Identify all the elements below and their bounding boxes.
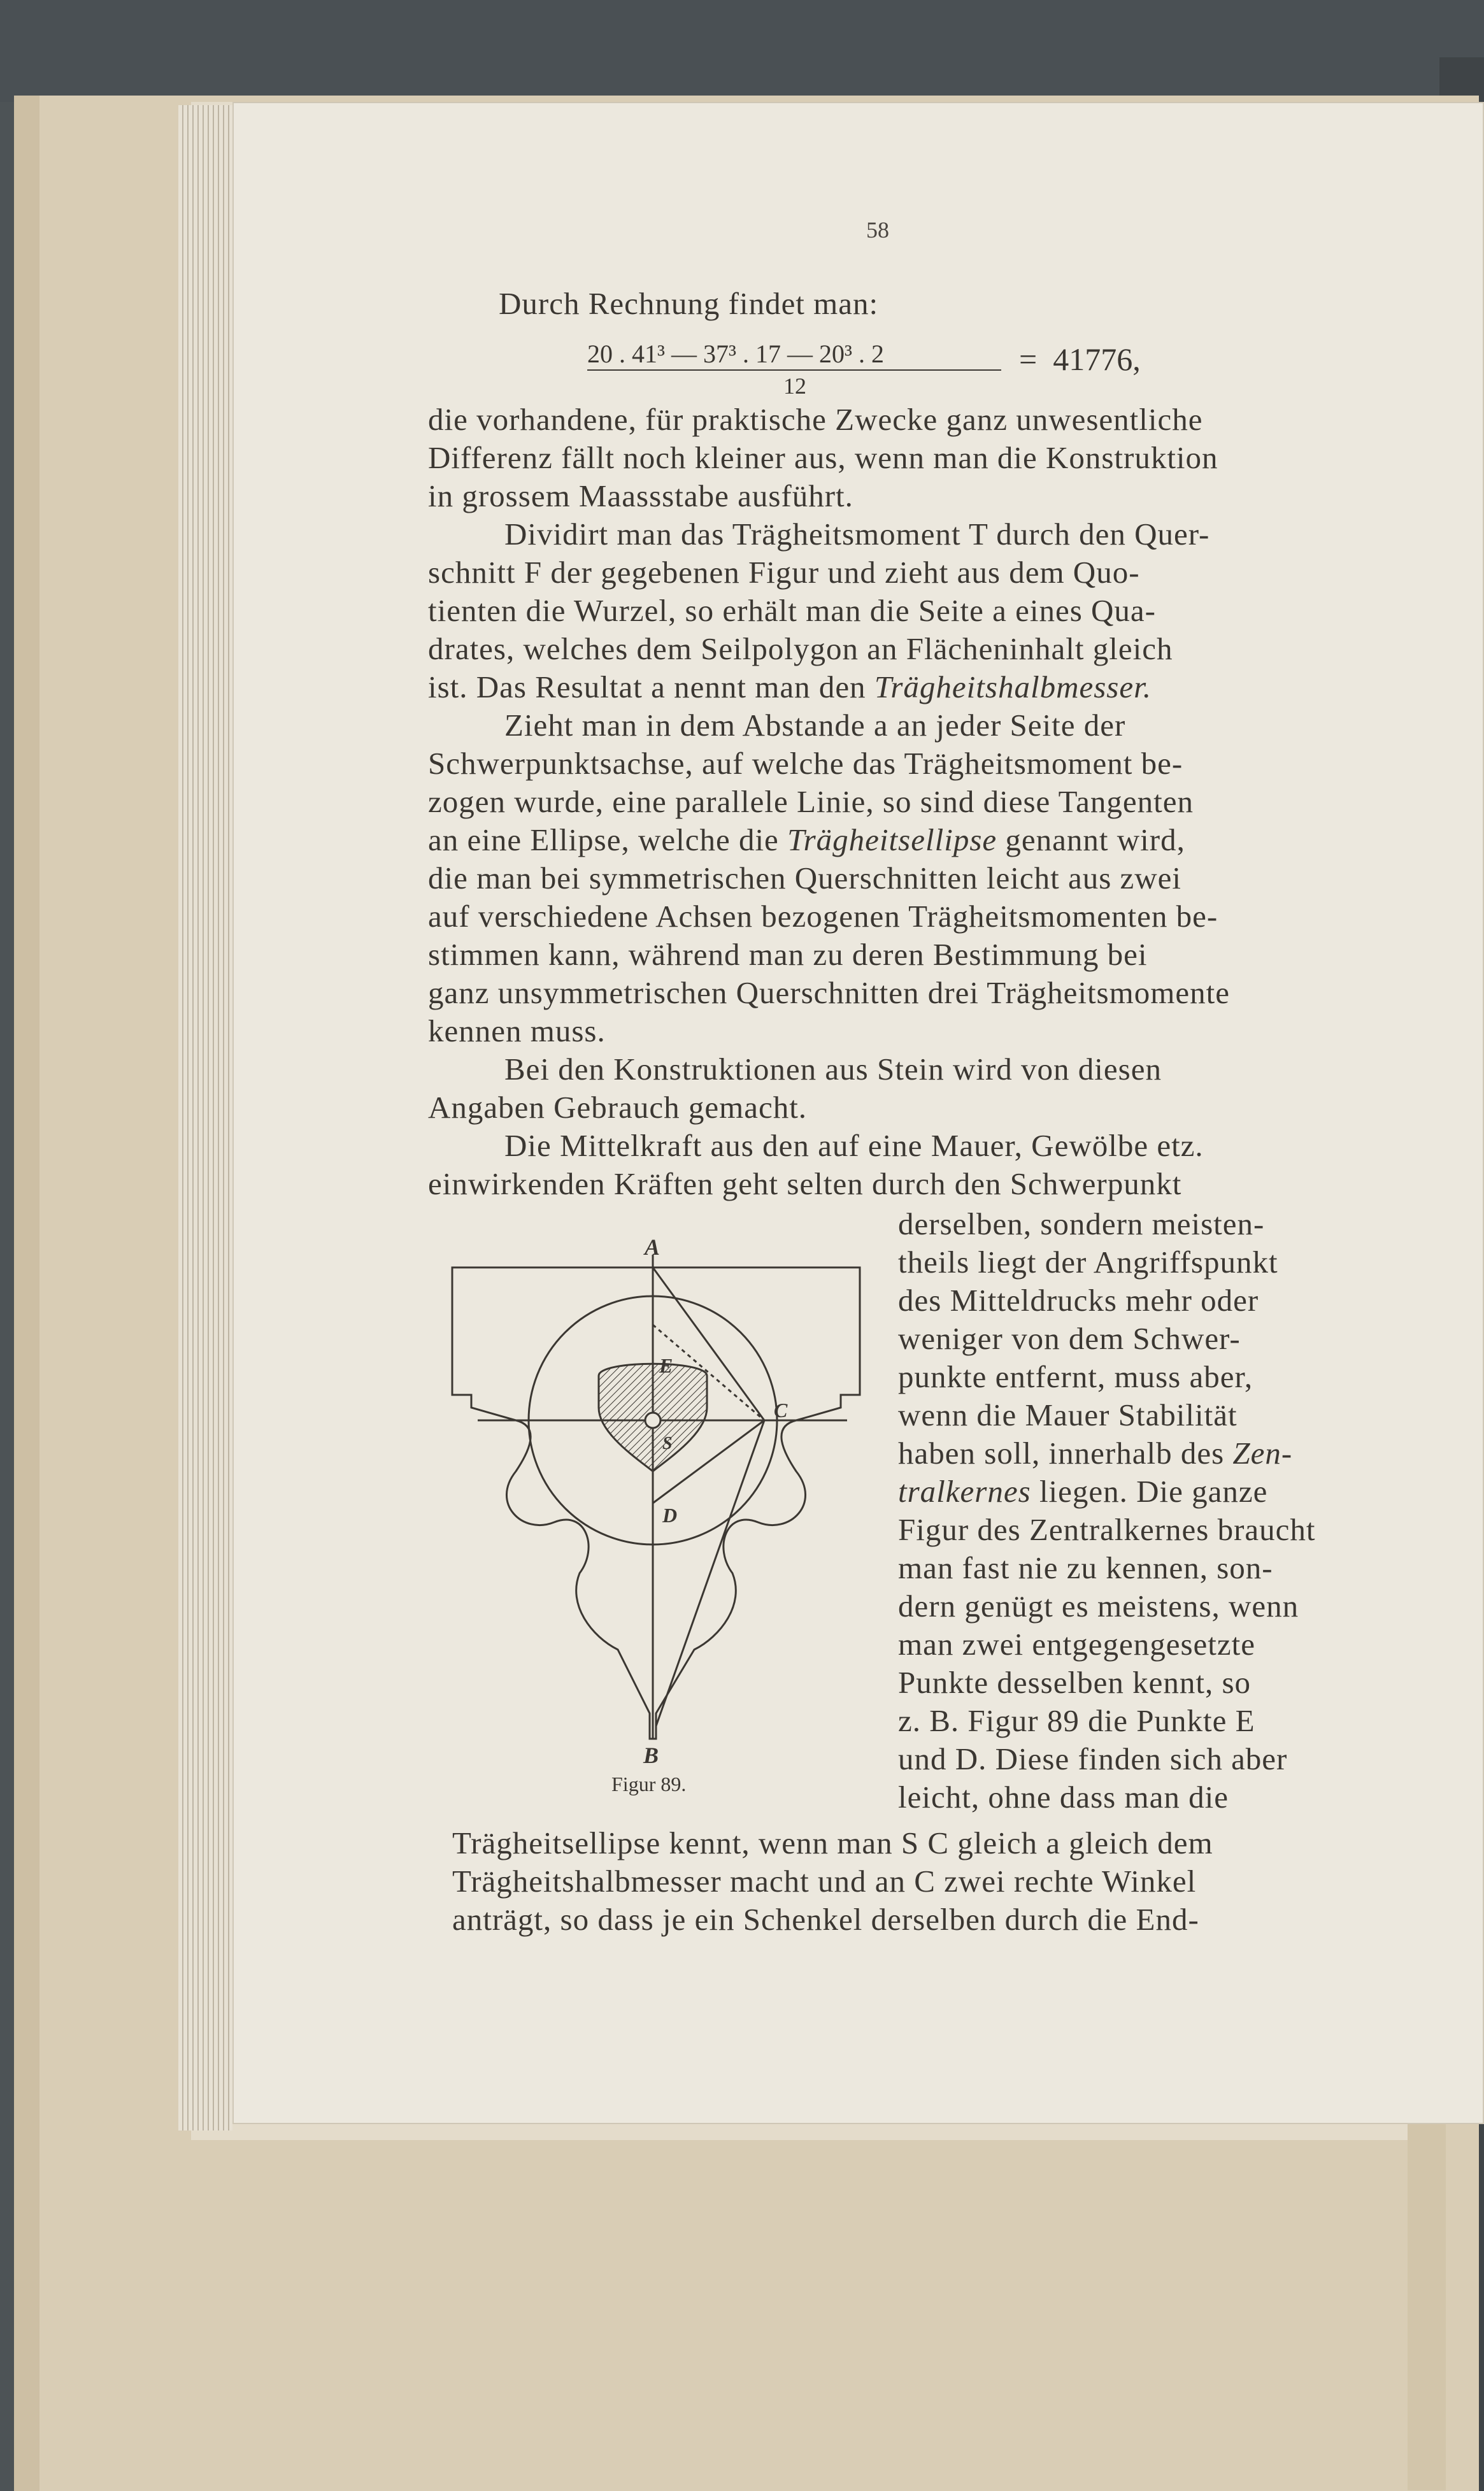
label-c: C	[774, 1399, 788, 1422]
italic-term: Trägheitshalbmesser.	[874, 669, 1152, 704]
figure-89	[439, 1229, 879, 1802]
text-line: tienten die Wurzel, so erhält man die Seite a eines Qua-	[428, 593, 1156, 628]
text-line: Bei den Konstruktionen aus Stein wird von diesen	[504, 1052, 1162, 1087]
text-segment: liegen. Die ganze	[1039, 1474, 1268, 1509]
result-value: 41776,	[1053, 341, 1141, 377]
wall-outline	[452, 1267, 860, 1739]
text-line-with-italic	[898, 1473, 1267, 1510]
text-segment: ist. Das Resultat a nennt man den	[428, 669, 866, 704]
text-line: Trägheitshalbmesser macht und an C zwei rechte Winkel	[452, 1864, 1197, 1899]
text-segment: an eine Ellipse, welche die	[428, 822, 779, 857]
text-line: punkte entfernt, muss aber,	[898, 1359, 1253, 1394]
text-line: z. B. Figur 89 die Punkte E	[898, 1703, 1255, 1738]
fraction-bar	[587, 369, 1001, 371]
italic-term: Zen-	[1232, 1436, 1293, 1471]
text-line: leicht, ohne dass man die	[898, 1780, 1229, 1815]
text-line: weniger von dem Schwer-	[898, 1321, 1241, 1356]
text-line: Differenz fällt noch kleiner aus, wenn man die Konstruktion	[428, 440, 1218, 475]
text-line: zogen wurde, eine parallele Linie, so sind diese Tangenten	[428, 784, 1194, 819]
text-line: Zieht man in dem Abstande a an jeder Seite der	[504, 708, 1126, 743]
italic-term: tralkernes	[898, 1474, 1031, 1509]
text-line: ganz unsymmetrischen Querschnitten drei Trägheitsmomente	[428, 975, 1230, 1010]
label-b: B	[643, 1743, 659, 1768]
paper-flap	[1408, 2108, 1446, 2490]
text-line: in grossem Maassstabe ausführt.	[428, 478, 853, 513]
label-a: A	[645, 1234, 660, 1260]
book-cover-top	[0, 0, 1484, 102]
label-e: E	[659, 1354, 673, 1377]
equation-result	[1019, 341, 1141, 378]
text-line: kennen muss.	[428, 1013, 606, 1048]
text-line-with-italic	[898, 1435, 1292, 1471]
intro-line: Durch Rechnung findet man:	[499, 286, 879, 321]
text-line: theils liegt der Angriffspunkt	[898, 1245, 1278, 1280]
text-line: des Mitteldrucks mehr oder	[898, 1283, 1259, 1318]
equals-sign: =	[1019, 341, 1038, 377]
text-line: dern genügt es meistens, wenn	[898, 1588, 1299, 1624]
text-line: stimmen kann, während man zu deren Bestimmung bei	[428, 937, 1148, 972]
text-line-with-italic	[428, 822, 1185, 858]
endpaper-shade	[14, 96, 39, 2491]
text-line: anträgt, so dass je ein Schenkel derselben durch die End-	[452, 1902, 1199, 1937]
text-line: Schwerpunktsachse, auf welche das Trägheitsmoment be-	[428, 746, 1183, 781]
text-line: auf verschiedene Achsen bezogenen Trägheitsmomenten be-	[428, 899, 1218, 934]
equation-denominator: 12	[783, 373, 806, 399]
label-s: S	[662, 1434, 673, 1453]
italic-term: Trägheitsellipse	[787, 822, 997, 857]
construction-line	[656, 1420, 764, 1726]
page-edges	[178, 105, 232, 2131]
text-line: schnitt F der gegebenen Figur und zieht aus dem Quo-	[428, 555, 1140, 590]
text-segment: genannt wird,	[1005, 822, 1185, 857]
text-line: Punkte desselben kennt, so	[898, 1665, 1252, 1700]
text-line: man fast nie zu kennen, son-	[898, 1550, 1273, 1585]
text-segment: haben soll, innerhalb des	[898, 1436, 1225, 1471]
page-number: 58	[866, 217, 889, 243]
text-line: Dividirt man das Trägheitsmoment T durch den Quer-	[504, 517, 1210, 552]
label-d: D	[662, 1504, 678, 1527]
text-line: Angaben Gebrauch gemacht.	[428, 1090, 808, 1125]
text-line: einwirkenden Kräften geht selten durch den Schwerpunkt	[428, 1166, 1182, 1201]
text-line: die man bei symmetrischen Querschnitten leicht aus zwei	[428, 860, 1182, 896]
text-line: wenn die Mauer Stabilität	[898, 1397, 1238, 1432]
text-line: die vorhandene, für praktische Zwecke ganz unwesentliche	[428, 402, 1203, 437]
text-line: derselben, sondern meisten-	[898, 1206, 1265, 1241]
text-line: man zwei entgegengesetzte	[898, 1627, 1256, 1662]
centroid-point	[645, 1413, 660, 1428]
text-line-with-italic	[428, 669, 1152, 705]
text-line: drates, welches dem Seilpolygon an Flächeninhalt gleich	[428, 631, 1173, 666]
equation-numerator: 20 . 41³ — 37³ . 17 — 20³ . 2	[587, 339, 884, 368]
figure-caption: Figur 89.	[611, 1773, 687, 1795]
text-line: Trägheitsellipse kennt, wenn man S C gleich a gleich dem	[452, 1825, 1213, 1860]
text-line: Die Mittelkraft aus den auf eine Mauer, Gewölbe etz.	[504, 1128, 1204, 1163]
text-line: Figur des Zentralkernes braucht	[898, 1512, 1316, 1547]
text-line: und D. Diese finden sich aber	[898, 1741, 1288, 1776]
